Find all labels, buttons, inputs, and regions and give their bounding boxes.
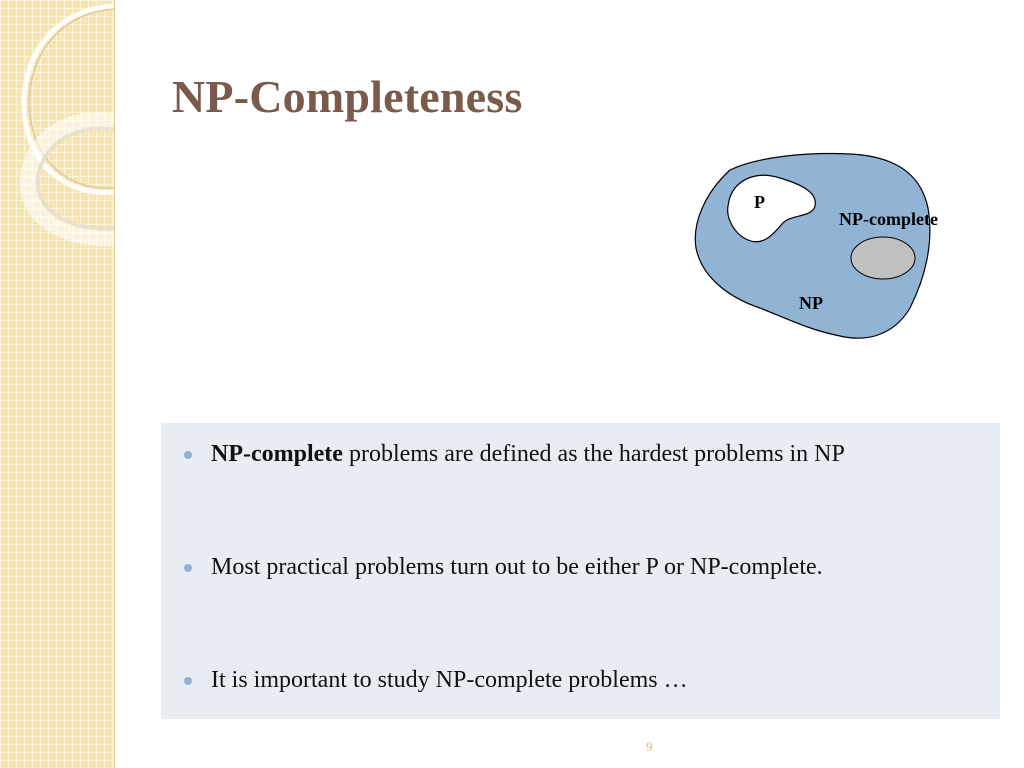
np-label: NP — [799, 293, 823, 313]
bullet-dot-icon — [184, 451, 192, 459]
bullet-item — [211, 667, 688, 694]
p-label: P — [754, 192, 765, 212]
bullet-text: Most practical problems turn out to be either P or NP-complete. — [211, 554, 823, 580]
complexity-class-diagram — [690, 148, 980, 348]
bullet-dot-icon — [184, 564, 192, 572]
np-complete-label: NP-complete — [839, 209, 938, 229]
bullet-text: problems are defined as the hardest problems in NP — [342, 441, 845, 467]
slide-title: NP-Completeness — [172, 71, 523, 122]
bullet-item — [211, 554, 823, 581]
decorative-side-strip — [0, 0, 115, 768]
bullet-bold-term: NP-complete — [211, 441, 343, 467]
bullet-content-box — [161, 423, 1000, 719]
bullet-item — [211, 441, 845, 468]
bullet-dot-icon — [184, 677, 192, 685]
page-number: 9 — [646, 739, 653, 754]
bullet-text: It is important to study NP-complete problems … — [211, 667, 688, 693]
np-complete-region — [851, 237, 915, 279]
decorative-rings — [0, 0, 114, 768]
